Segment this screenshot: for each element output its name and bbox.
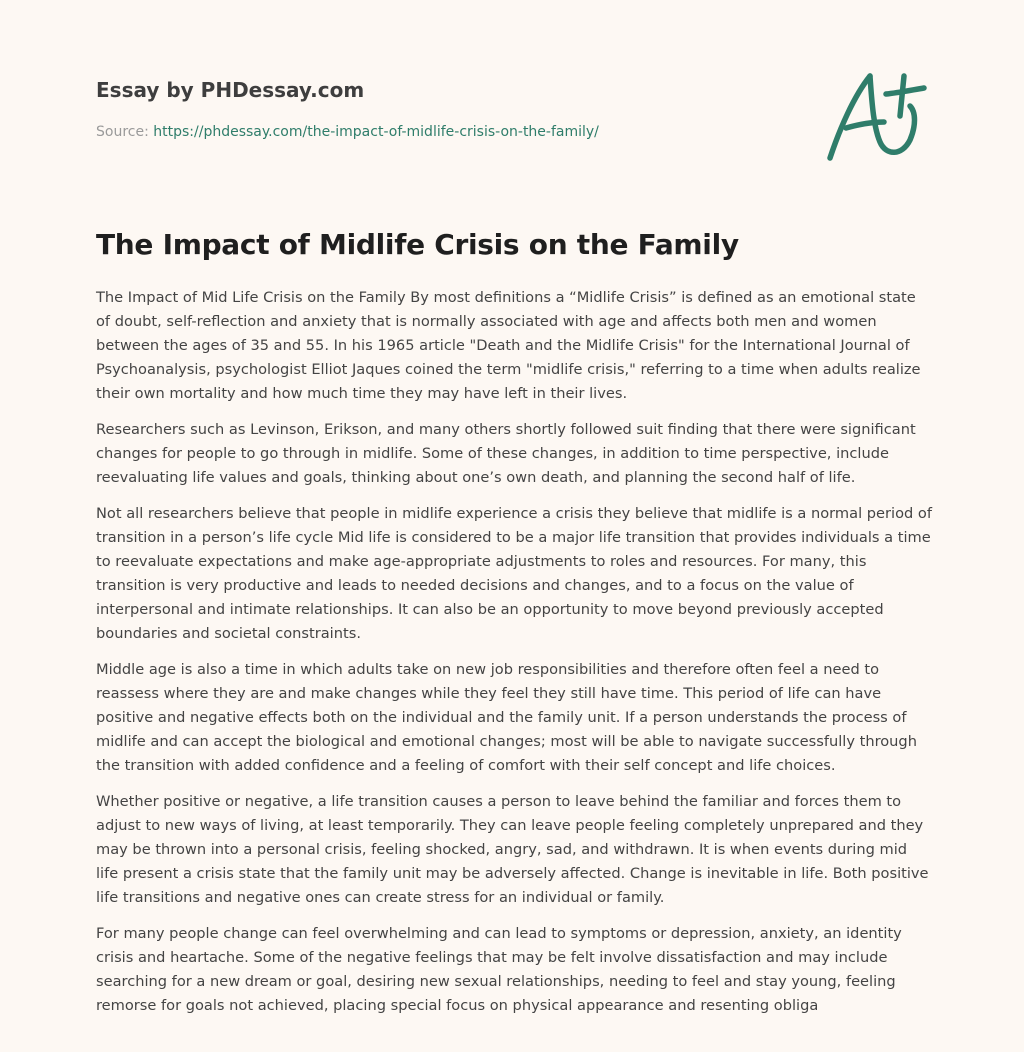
paragraph: The Impact of Mid Life Crisis on the Family By most definitions a “Midlife Crisis” is defined as an emotional state of doubt, self-reflection and anxiety that is normally associated with age and affects both men and women between the ages of 35 and 55. In his 1965 article "Death and the Midlife Crisis" for the International Journal of Psychoanalysis, psychologist Elliot Jaques coined the term "midlife crisis," referring to a time when adults realize their own mortality and how much time they may have left in their lives. [96,289,921,402]
site-brand: Essay by PHDessay.com [96,78,365,102]
essay-title: The Impact of Midlife Crisis on the Family [96,228,739,261]
essay-header [96,76,599,140]
essay-body [96,286,932,1030]
paragraph: Not all researchers believe that people in midlife experience a crisis they believe that midlife is a normal period of transition in a person’s life cycle Mid life is considered to be a major life transition that provides individuals a time to reevaluate expectations and make age-appropriate adjustments to roles and resources. For many, this transition is very productive and leads to needed decisions and changes, and to a focus on the value of interpersonal and intimate relationships. It can also be an opportunity to move beyond previously accepted boundaries and societal constraints. [96,505,932,642]
paragraph: Middle age is also a time in which adults take on new job responsibilities and therefore often feel a need to reassess where they are and make changes while they feel they still have time. This period of life can have positive and negative effects both on the individual and the family unit. If a person understands the process of midlife and can accept the biological and emotional changes; most will be able to navigate successfully through the transition with added confidence and a feeling of comfort with their self concept and life choices. [96,661,917,774]
source-link[interactable]: https://phdessay.com/the-impact-of-midlife-crisis-on-the-family/ [153,124,599,140]
paragraph: Whether positive or negative, a life transition causes a person to leave behind the familiar and forces them to adjust to new ways of living, at least temporarily. They can leave people feeling completely unprepared and they may be thrown into a personal crisis, feeling shocked, angry, sad, and withdrawn. It is when events during mid life present a crisis state that the family unit may be adversely affected. Change is inevitable in life. Both positive life transitions and negative ones can create stress for an individual or family. [96,793,929,906]
source-label: Source: [96,124,149,140]
paragraph: For many people change can feel overwhelming and can lead to symptoms or depression, anxiety, an identity crisis and heartache. Some of the negative feelings that may be felt involve dissatisfaction and may include searching for a new dream or goal, desiring new sexual relationships, needing to feel and stay young, feeling remorse for goals not achieved, placing special focus on physical appearance and resenting obliga [96,925,902,1014]
paragraph: Researchers such as Levinson, Erikson, and many others shortly followed suit finding that there were significant changes for people to go through in midlife. Some of these changes, in addition to time perspective, include reevaluating life values and goals, thinking about one’s own death, and planning the second half of life. [96,421,916,486]
a-plus-logo-icon [820,66,930,166]
source-line [96,122,599,142]
